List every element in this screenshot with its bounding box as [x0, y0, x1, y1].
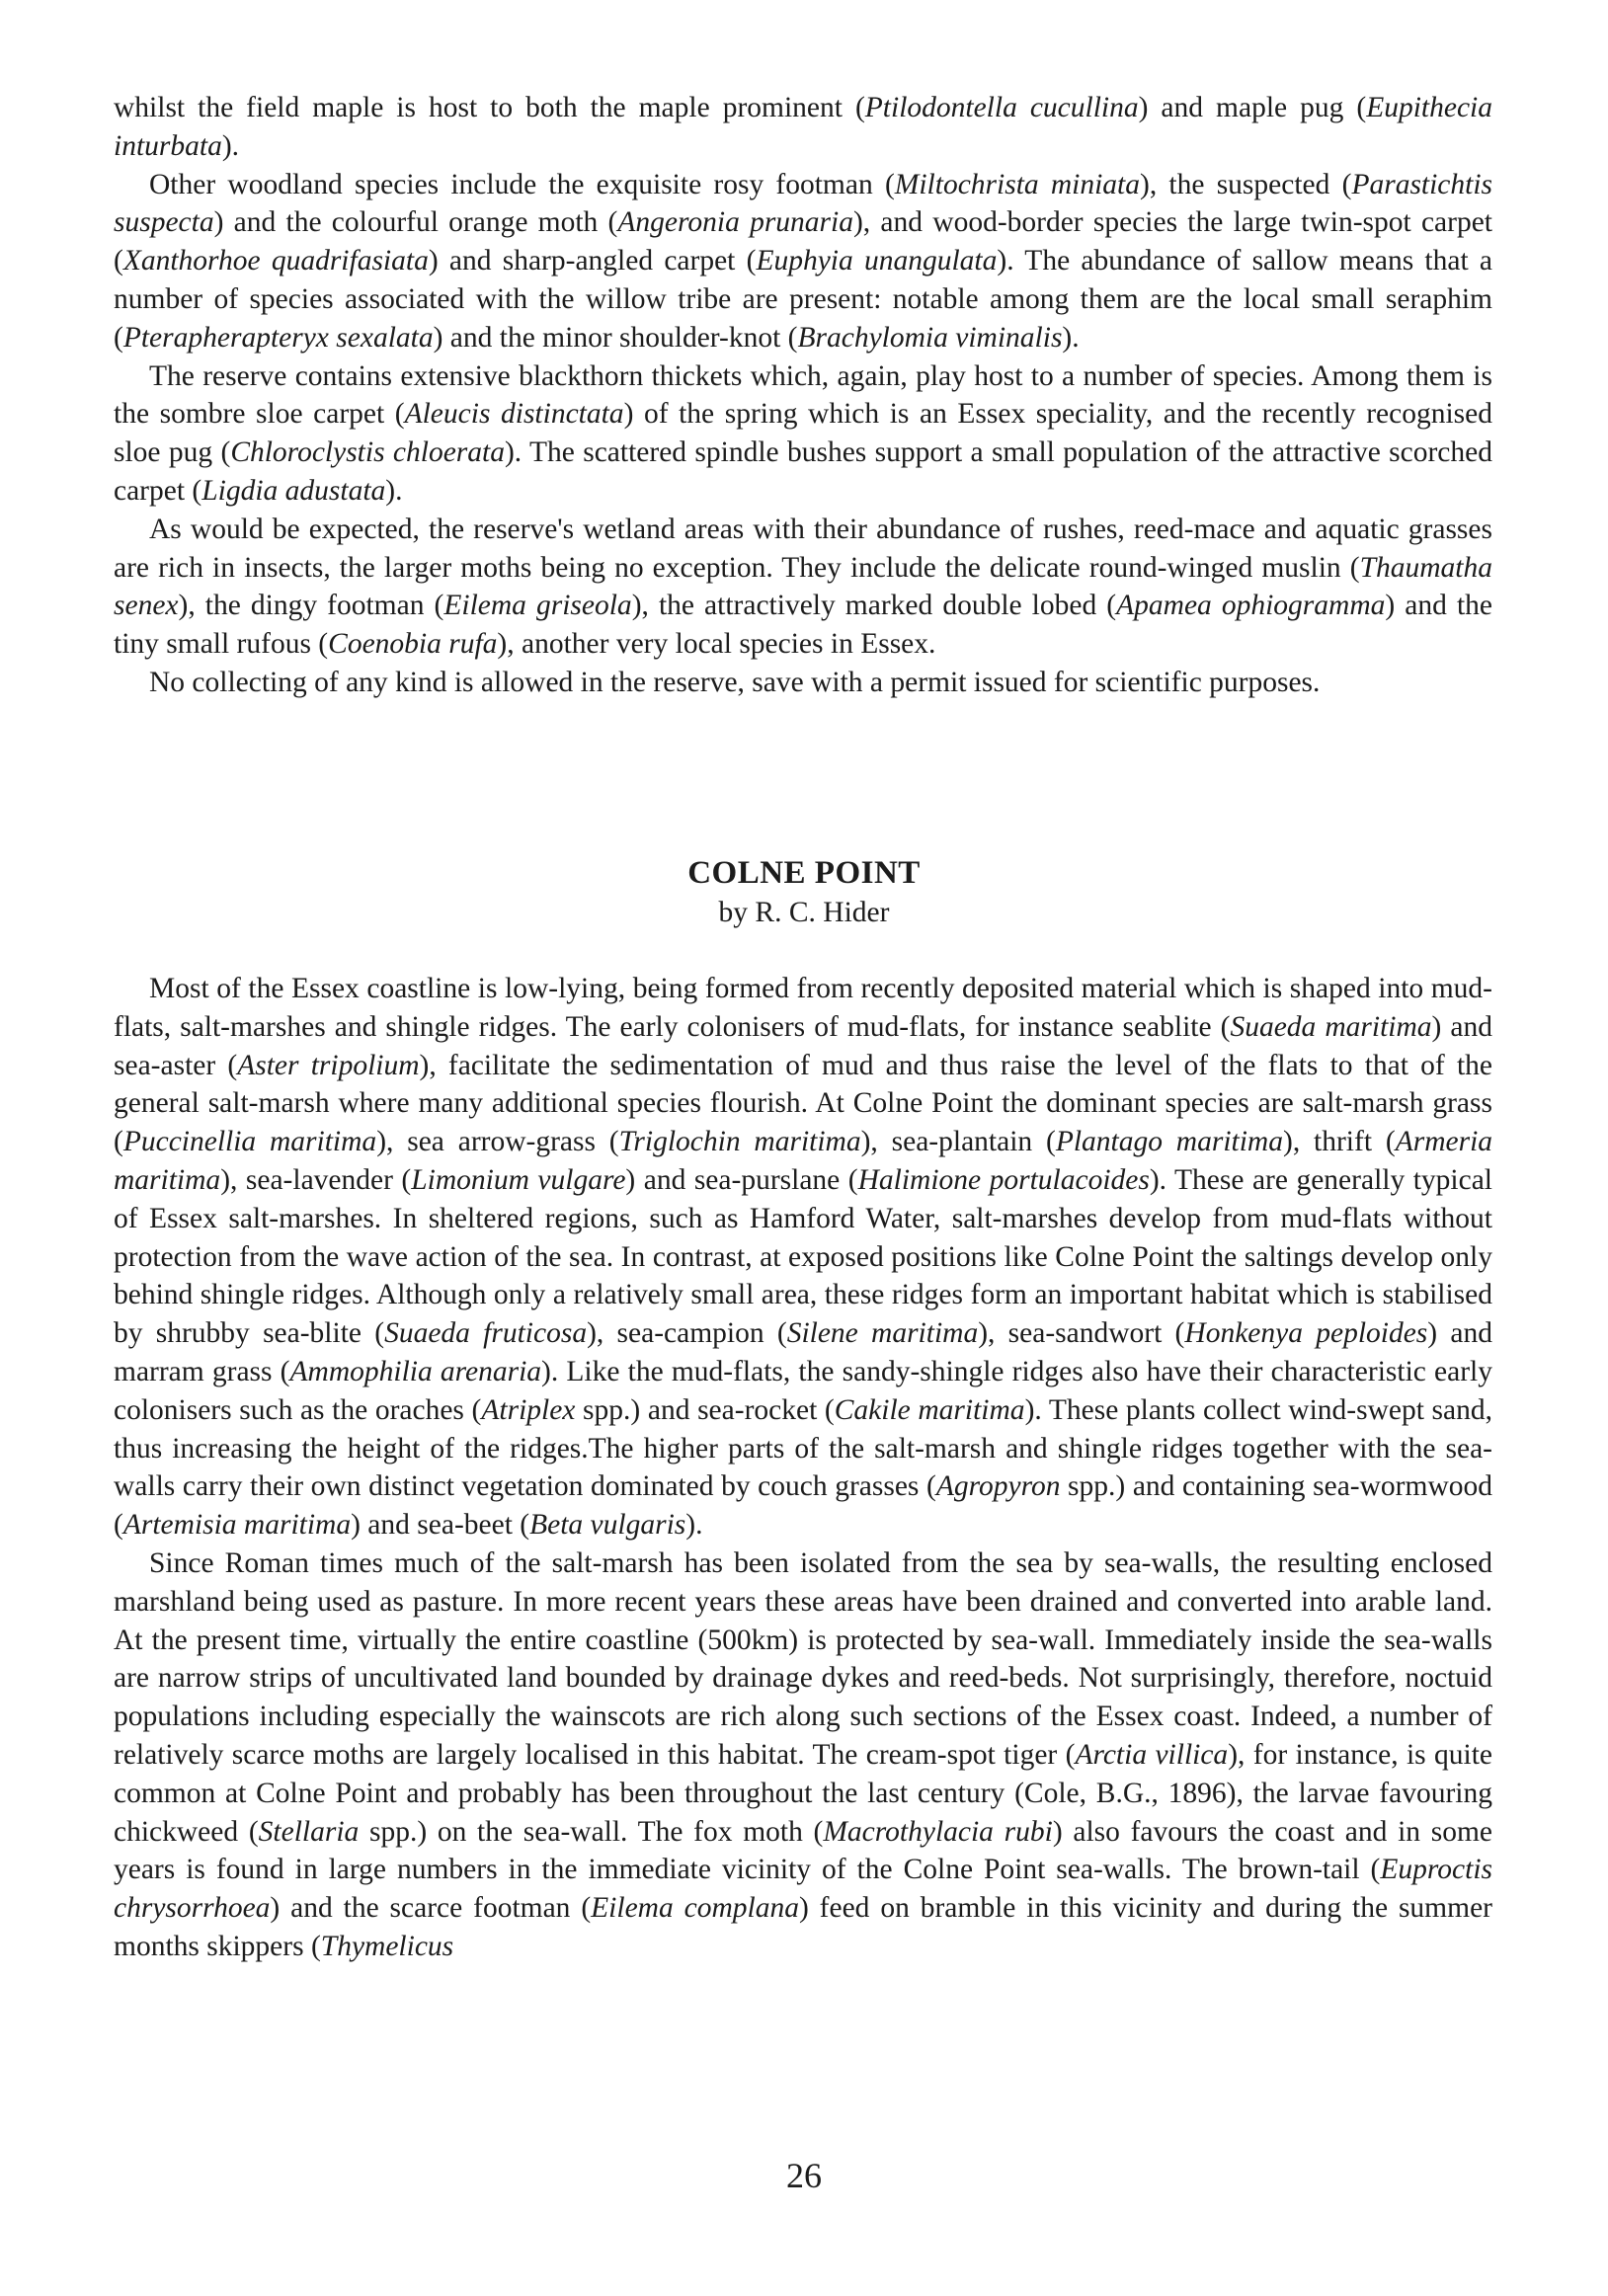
species-name: Suaeda fruticosa: [384, 1317, 588, 1350]
text-run: ), another very local species in Essex.: [497, 628, 936, 661]
species-name: Plantago maritima: [1055, 1126, 1283, 1158]
species-name: Puccinellia maritima: [122, 1126, 377, 1158]
text-run: spp.) on the sea-wall. The fox moth (: [359, 1815, 824, 1848]
species-name: Atriplex: [481, 1393, 576, 1426]
text-run: spp.) and sea-rocket (: [575, 1393, 835, 1426]
species-name: Silene maritima: [786, 1317, 979, 1350]
species-name: Euphyia unangulata: [756, 245, 998, 277]
text-run: Other woodland species include the exquisite rosy footman (: [149, 168, 895, 200]
species-name: Thaumatha senex: [114, 551, 1492, 622]
species-name: Triglochin maritima: [618, 1126, 861, 1158]
species-name: Agropyron: [935, 1470, 1061, 1503]
text-run: ), sea-sandwort (: [978, 1317, 1185, 1350]
species-name: Halimione portulacoides: [857, 1163, 1150, 1196]
text-run: No collecting of any kind is allowed in the reserve, save with a permit issued for scientific purposes.: [149, 666, 1321, 698]
paragraph: [114, 511, 1492, 664]
text-run: ).: [221, 129, 240, 162]
paragraph: [114, 89, 1492, 166]
species-name: Artemisia maritima: [122, 1509, 352, 1542]
text-run: ) of the spring which is an Essex speciality, and the recently recognised sloe pug (: [114, 398, 1493, 469]
text-run: ) and the scarce footman (: [270, 1892, 592, 1925]
species-name: Miltochrista miniata: [894, 168, 1141, 200]
paragraph: [114, 664, 1492, 702]
paragraph: [114, 1544, 1492, 1966]
species-name: Ammophilia arenaria: [289, 1355, 542, 1387]
text-run: ), the attractively marked double lobed (: [631, 590, 1117, 622]
text-run: whilst the field maple is host to both the maple prominent (: [114, 92, 865, 123]
text-run: ) and sea-beet (: [351, 1509, 530, 1542]
species-name: Ligdia adustata: [201, 474, 386, 507]
text-run: ) feed on bramble in this vicinity and during the summer months skippers (: [114, 1892, 1492, 1962]
species-name: Arctia villica: [1075, 1738, 1229, 1771]
text-run: ) and the minor shoulder-knot (: [433, 321, 798, 354]
text-run: ) and marram grass (: [114, 1317, 1492, 1387]
text-run: ) and maple pug (: [1138, 92, 1367, 123]
species-name: Coenobia rufa: [328, 628, 498, 661]
text-run: ) and sharp-angled carpet (: [428, 245, 757, 277]
text-run: ), sea arrow-grass (: [376, 1126, 619, 1158]
text-run: ).: [385, 474, 403, 507]
species-name: Angeronia prunaria: [617, 206, 853, 239]
page-number: 26: [786, 2156, 822, 2195]
text-run: ), the suspected (: [1140, 168, 1352, 200]
species-name: Ptilodontella cucullina: [864, 92, 1139, 123]
species-name: Eilema complana: [591, 1892, 799, 1925]
text-run: ). The abundance of sallow means that a number of species associated with the willow tribe are present: notable among them are the local small seraphim (: [114, 245, 1492, 354]
text-run: ), for instance, is quite common at Colne Point and probably has been throughout the last century (Cole, B.G., 1896), the larvae favouring chickweed (: [114, 1738, 1492, 1848]
text-run: As would be expected, the reserve's wetland areas with their abundance of rushes, reed-mace and aquatic grasses are rich in insects, the larger moths being no exception. They include the delicate round-winged muslin (: [114, 513, 1492, 584]
species-name: Eilema griseola: [443, 590, 632, 622]
paragraph: [114, 166, 1492, 357]
text-run: Most of the Essex coastline is low-lying, being formed from recently deposited material which is shaped into mud-flats, salt-marshes and shingle ridges. The early colonisers of mud-flats, for instance seablite (: [114, 973, 1492, 1043]
text-run: ) and the colourful orange moth (: [213, 206, 618, 239]
text-run: ) and the tiny small rufous (: [114, 590, 1492, 661]
species-name: Pterapherapteryx sexalata: [122, 321, 434, 354]
species-name: Aleucis distinctata: [404, 398, 624, 431]
species-name: Apamea ophiogramma: [1116, 590, 1386, 622]
article-byline: by R. C. Hider: [718, 897, 890, 928]
text-run: ) and sea-purslane (: [625, 1163, 858, 1196]
text-run: ). The scattered spindle bushes support a small population of the attractive scorched carpet (: [114, 436, 1492, 507]
species-name: Brachylomia viminalis: [797, 321, 1063, 354]
text-run: ), sea-campion (: [587, 1317, 787, 1350]
text-run: ). These plants collect wind-swept sand, thus increasing the height of the ridges.The higher parts of the salt-marsh and shingle ridges together with the sea-walls carry their own distinct vegetation dominated by couch grasses (: [114, 1393, 1493, 1503]
species-name: Armeria maritima: [114, 1126, 1493, 1196]
species-name: Xanthorhoe quadrifasiata: [122, 245, 429, 277]
paragraph: [114, 357, 1492, 511]
text-run: ), and wood-border species the large twin-spot carpet (: [114, 206, 1492, 277]
species-name: Beta vulgaris: [529, 1509, 686, 1542]
text-run: ) and sea-aster (: [114, 1010, 1492, 1081]
text-run: ).: [1062, 321, 1080, 354]
text-run: The reserve contains extensive blackthorn thickets which, again, play host to a number of species. Among them is the sombre sloe carpet (: [114, 359, 1492, 431]
species-name: Stellaria: [258, 1815, 360, 1848]
species-name: Parastichtis suspecta: [114, 168, 1493, 239]
species-name: Thymelicus: [320, 1930, 454, 1962]
text-run: Since Roman times much of the salt-marsh has been isolated from the sea by sea-walls, the resulting enclosed marshland being used as pasture. In more recent years these areas have been drained and converted into arable land. At the present time, virtually the entire coastline (500km) is protected by sea-wall. Immediately inside the sea-walls are narrow strips of uncultivated land bounded by drainage dykes and reed-beds. Not surprisingly, therefore, noctuid populations including especially the wainscots are rich along such sections of the Essex coast. Indeed, a number of relatively scarce moths are largely localised in this habitat. The cream-spot tiger (: [114, 1546, 1492, 1771]
species-name: Honkenya peploides: [1184, 1317, 1428, 1350]
species-name: Suaeda maritima: [1230, 1010, 1432, 1043]
article-title: COLNE POINT: [687, 855, 921, 891]
text-run: ), thrift (: [1283, 1126, 1396, 1158]
text-run: ), sea-plantain (: [860, 1126, 1056, 1158]
text-run: ), sea-lavender (: [220, 1163, 412, 1196]
species-name: Cakile maritima: [834, 1393, 1025, 1426]
species-name: Euproctis chrysorrhoea: [114, 1854, 1492, 1925]
species-name: Macrothylacia rubi: [823, 1815, 1053, 1848]
paragraph: [114, 970, 1492, 1544]
text-run: ) also favours the coast and in some years is found in large numbers in the immediate vicinity of the Colne Point sea-walls. The brown-tail (: [114, 1815, 1493, 1886]
colne-point-section: [114, 970, 1492, 1966]
species-name: Eupithecia inturbata: [114, 92, 1492, 162]
article-heading: [0, 853, 1608, 932]
species-name: Limonium vulgare: [411, 1163, 626, 1196]
text-run: ), facilitate the sedimentation of mud and thus raise the level of the flats to that of the general salt-marsh where many additional species flourish. At Colne Point the dominant species are salt-marsh grass (: [114, 1049, 1492, 1158]
text-run: spp.) and containing sea-wormwood (: [114, 1470, 1492, 1542]
species-name: Aster tripolium: [237, 1049, 420, 1081]
reserve-continued-section: [114, 89, 1492, 702]
text-run: ).: [685, 1509, 703, 1542]
species-name: Chloroclystis chloerata: [230, 436, 505, 469]
text-run: ), the dingy footman (: [178, 590, 444, 622]
text-run: ). Like the mud-flats, the sandy-shingle ridges also have their characteristic early colonisers such as the oraches (: [114, 1355, 1492, 1426]
text-run: ). These are generally typical of Essex salt-marshes. In sheltered regions, such as Hamford Water, salt-marshes develop from mud-flats without protection from the wave action of the sea. In contrast, at exposed positions like Colne Point the saltings develop only behind shingle ridges. Although only a relatively small area, these ridges form an important habitat which is stabilised by shrubby sea-blite (: [114, 1163, 1492, 1350]
